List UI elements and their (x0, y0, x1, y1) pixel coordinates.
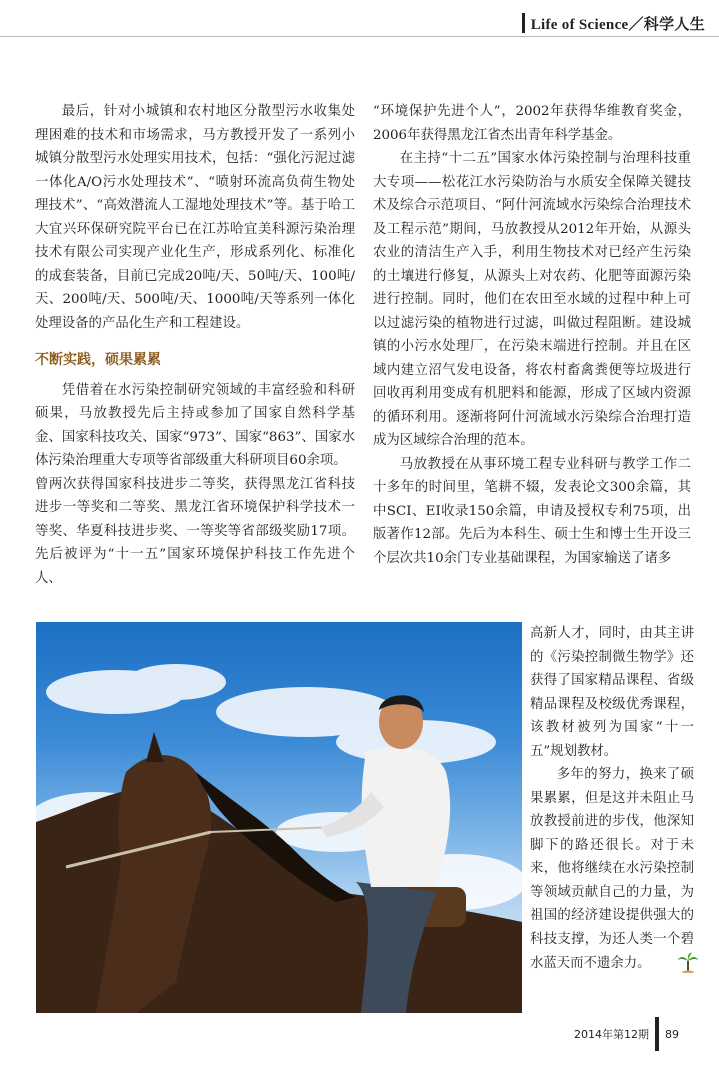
palm-tree-icon (651, 951, 673, 973)
wrap-column (530, 622, 694, 976)
paragraph-text: 多年的努力，换来了硕果累累，但是这并未阻止马放教授前进的步伐，他深知脚下的路还很长。对于未来，他将继续在水污染控制等领域贡献自己的力量，为祖国的经济建设提供强大的科技支撑，为还人类一个碧水蓝天而不遗余力。 (530, 767, 694, 971)
page-footer (574, 1017, 679, 1051)
page-number: 89 (665, 1027, 679, 1041)
section-heading: 不断实践，硕果累累 (35, 352, 161, 368)
photo-illustration (36, 622, 522, 1013)
header-bar (522, 13, 525, 33)
right-column (373, 100, 691, 570)
paragraph: “环境保护先进个人”，2002年获得华维教育奖金，2006年获得黑龙江省杰出青年科学基金。 (373, 104, 691, 143)
photo-professor-on-horse (36, 622, 522, 1013)
footer-bar (655, 1017, 659, 1051)
issue-label: 2014年第12期 (574, 1028, 649, 1041)
header-rule (0, 36, 719, 37)
paragraph-final (530, 763, 694, 976)
paragraph: 高新人才，同时，由其主讲的《污染控制微生物学》还获得了国家精品课程、省级精品课程及校级优秀课程，该教材被列为国家“十一五”规划教材。 (530, 626, 694, 759)
paragraph: 凭借着在水污染控制研究领域的丰富经验和科研硕果，马放教授先后主持或参加了国家自然科学基金、国家科技攻关、国家“973”、国家“863”、国家水体污染治理重大专项等省部级重大科研项目60余项。 (35, 382, 355, 468)
left-column (35, 100, 355, 590)
running-header (522, 10, 705, 36)
paragraph: 最后，针对小城镇和农村地区分散型污水收集处理困难的技术和市场需求，马方教授开发了一系列小城镇分散型污水处理实用技术，包括：“强化污泥过滤一体化A/O污水处理技术”、“喷射环流高负荷生物处理技术”、“高效潜流人工湿地处理技术”等。基于哈工大宜兴环保研究院平台已在江苏哈宜美科源污染治理技术有限公司实现产业化生产，形成系列化、标准化的成套装备，目前已完成20吨/天、50吨/天、100吨/天、200吨/天、500吨/天、1000吨/天等系列一体化处理设备的产品化生产和工程建设。 (35, 104, 355, 331)
paragraph: 在主持“十二五”国家水体污染控制与治理科技重大专项——松花江水污染防治与水质安全保障关键技术及综合示范项目、“阿什河流域水污染综合治理技术及工程示范”期间，马放教授从2012年开始，从源头农业的清洁生产入手，利用生物技术对已经产生污染的土壤进行修复，从源头上对农药、化肥等面源污染进行控制。同时，他们在农田至水域的过程中种上可以过滤污染的植物进行过滤，叫做过程阻断。建设城镇的小污水处理厂，在污染末端进行控制。并且在区域内建立沼气发电设备，将农村畜禽粪便等垃圾进行回收再利用变成有机肥料和能源，形成了区域内资源的循环利用。逐渐将阿什河流域水污染综合治理打造成为区域综合治理的范本。 (373, 151, 691, 448)
paragraph: 曾两次获得国家科技进步二等奖，获得黑龙江省科技进步一等奖和二等奖、黑龙江省环境保护科学技术一等奖、华夏科技进步奖、一等奖等省部级奖励17项。先后被评为“十一五”国家环境保护科技工作先进个人、 (35, 476, 355, 586)
paragraph: 马放教授在从事环境工程专业科研与教学工作二十多年的时间里，笔耕不辍，发表论文300余篇，其中SCI、EI收录150余篇，申请及授权专利75项，出版著作12部。先后为本科生、硕士生和博士生开设三个层次共10余门专业基础课程，为国家输送了诸多 (373, 456, 691, 566)
header-title: Life of Science／科学人生 (530, 16, 705, 33)
